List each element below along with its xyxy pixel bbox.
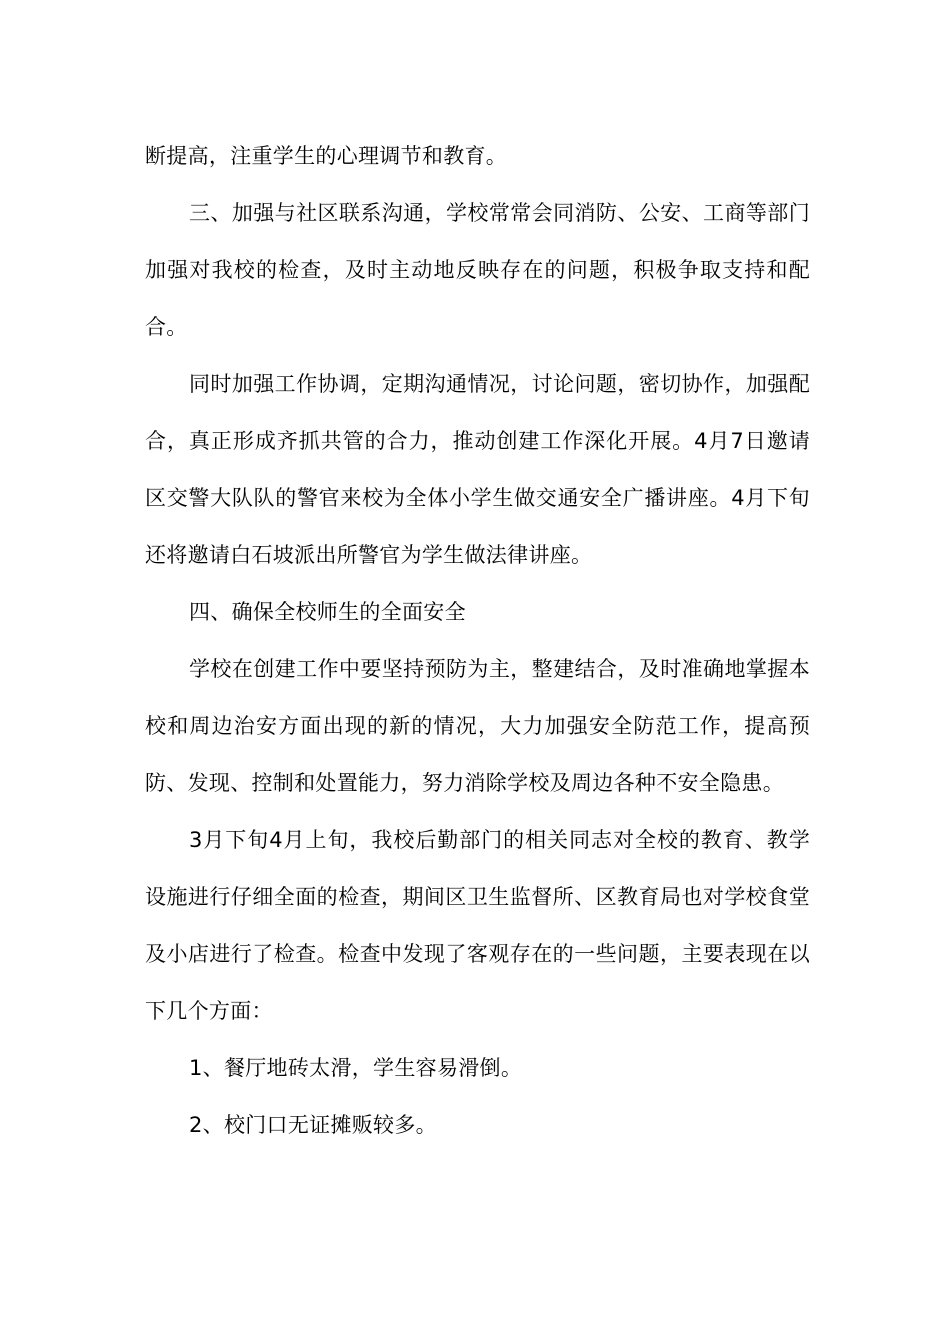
list-item-1: 1、餐厅地砖太滑，学生容易滑倒。 <box>189 1056 523 1080</box>
paragraph-1: 断提高，注重学生的心理调节和教育。 <box>145 144 508 168</box>
paragraph-2: 三、加强与社区联系沟通，学校常常会同消防、公安、工商等部门加强对我校的检查，及时主动地反映存在的问题，积极争取支持和配合。 <box>145 201 810 339</box>
paragraph-3: 同时加强工作协调，定期沟通情况，讨论问题，密切协作，加强配合，真正形成齐抓共管的合力，推动创建工作深化开展。4月7日邀请区交警大队队的警官来校为全体小学生做交通安全广播讲座。4月下旬还将邀请白石坡派出所警官为学生做法律讲座。 <box>145 372 810 567</box>
paragraph-5: 学校在创建工作中要坚持预防为主，整建结合，及时准确地掌握本校和周边治安方面出现的新的情况，大力加强安全防范工作，提高预防、发现、控制和处置能力，努力消除学校及周边各种不安全隐患。 <box>145 657 810 795</box>
section-heading-4: 四、确保全校师生的全面安全 <box>189 600 466 624</box>
document-body <box>145 128 810 1154</box>
list-item-2: 2、校门口无证摊贩较多。 <box>189 1113 437 1137</box>
paragraph-6: 3月下旬4月上旬，我校后勤部门的相关同志对全校的教育、教学设施进行仔细全面的检查，期间区卫生监督所、区教育局也对学校食堂及小店进行了检查。检查中发现了客观存在的一些问题，主要表现在以下几个方面： <box>145 828 810 1023</box>
